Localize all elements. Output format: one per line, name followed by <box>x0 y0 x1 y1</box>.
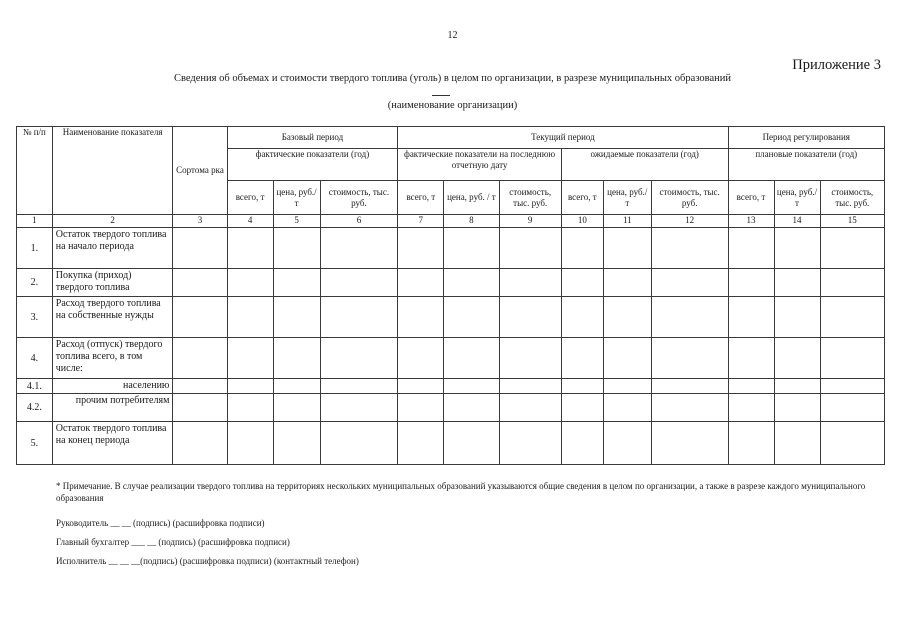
table-row <box>17 338 885 379</box>
row-number: 1. <box>17 228 53 269</box>
row-label: населению <box>52 379 173 394</box>
row-number: 2. <box>17 269 53 297</box>
col-number: 2 <box>52 215 173 228</box>
col-number: 9 <box>499 215 561 228</box>
row-number: 5. <box>17 422 53 465</box>
header-base-total: всего, т <box>227 181 273 215</box>
row-number: 4.2. <box>17 394 53 422</box>
header-curfact-price: цена, руб. / т <box>444 181 499 215</box>
header-curexp-total: всего, т <box>561 181 603 215</box>
table-row <box>17 422 885 465</box>
signature-director: Руководитель __ __ (подпись) (расшифровка подписи) <box>56 518 265 528</box>
table-row <box>17 379 885 394</box>
appendix-label: Приложение 3 <box>792 57 881 73</box>
header-current-period: Текущий период <box>398 127 728 149</box>
header-reg-total: всего, т <box>728 181 774 215</box>
row-label: Покупка (приход) твердого топлива <box>52 269 173 297</box>
col-number: 13 <box>728 215 774 228</box>
org-name-caption: (наименование организации) <box>387 100 518 111</box>
header-reg-price: цена, руб./т <box>774 181 820 215</box>
row-label: Остаток твердого топлива на конец периода <box>52 422 173 465</box>
col-number: 14 <box>774 215 820 228</box>
col-number: 11 <box>603 215 651 228</box>
header-base-period: Базовый период <box>227 127 398 149</box>
col-number: 5 <box>273 215 320 228</box>
document-title: Сведения об объемах и стоимости твердого топлива (уголь) в целом по организации, в разрезе муниципальных образований <box>174 73 731 84</box>
row-label: Расход твердого топлива на собственные нужды <box>52 297 173 338</box>
col-number: 15 <box>820 215 884 228</box>
col-number: 3 <box>173 215 227 228</box>
header-sort: Сортома рка <box>173 127 227 215</box>
col-number: 1 <box>17 215 53 228</box>
header-curfact-cost: стоимость, тыс. руб. <box>499 181 561 215</box>
row-label: Остаток твердого топлива на начало периода <box>52 228 173 269</box>
signature-accountant: Главный бухгалтер ___ __ (подпись) (расшифровка подписи) <box>56 537 290 547</box>
footnote: * Примечание. В случае реализации твердого топлива на территориях нескольких муниципальных образований указываются общие сведения в целом по организации, а также в разрезе каждого муниципального образования <box>56 481 866 503</box>
header-reg-plan: плановые показатели (год) <box>728 149 884 181</box>
table-row <box>17 228 885 269</box>
col-number: 8 <box>444 215 499 228</box>
row-label: прочим потребителям <box>52 394 173 422</box>
col-number: 7 <box>398 215 444 228</box>
row-label: Расход (отпуск) твердого топлива всего, в том числе: <box>52 338 173 379</box>
table-row <box>17 297 885 338</box>
row-number: 4.1. <box>17 379 53 394</box>
header-cur-expected: ожидаемые показатели (год) <box>561 149 728 181</box>
header-num: № п/п <box>17 127 53 215</box>
col-number: 12 <box>651 215 728 228</box>
header-curfact-total: всего, т <box>398 181 444 215</box>
header-base-price: цена, руб./т <box>273 181 320 215</box>
table-row <box>17 269 885 297</box>
header-row-1 <box>17 127 885 149</box>
header-curexp-price: цена, руб./т <box>603 181 651 215</box>
header-reg-cost: стоимость, тыс. руб. <box>820 181 884 215</box>
org-name-line <box>432 95 450 96</box>
signature-executor: Исполнитель __ __ __(подпись) (расшифровка подписи) (контактный телефон) <box>56 556 359 566</box>
header-curexp-cost: стоимость, тыс. руб. <box>651 181 728 215</box>
header-cur-fact: фактические показатели на последнюю отчетную дату <box>398 149 562 181</box>
header-name: Наименование показателя <box>52 127 173 215</box>
column-numbers-row <box>17 215 885 228</box>
header-base-cost: стоимость, тыс. руб. <box>320 181 398 215</box>
col-number: 6 <box>320 215 398 228</box>
header-base-fact: фактические показатели (год) <box>227 149 398 181</box>
col-number: 4 <box>227 215 273 228</box>
table-row <box>17 394 885 422</box>
col-number: 10 <box>561 215 603 228</box>
row-number: 3. <box>17 297 53 338</box>
page-number: 12 <box>447 30 458 41</box>
header-regulation-period: Период регулирования <box>728 127 884 149</box>
fuel-table <box>16 126 885 465</box>
row-number: 4. <box>17 338 53 379</box>
